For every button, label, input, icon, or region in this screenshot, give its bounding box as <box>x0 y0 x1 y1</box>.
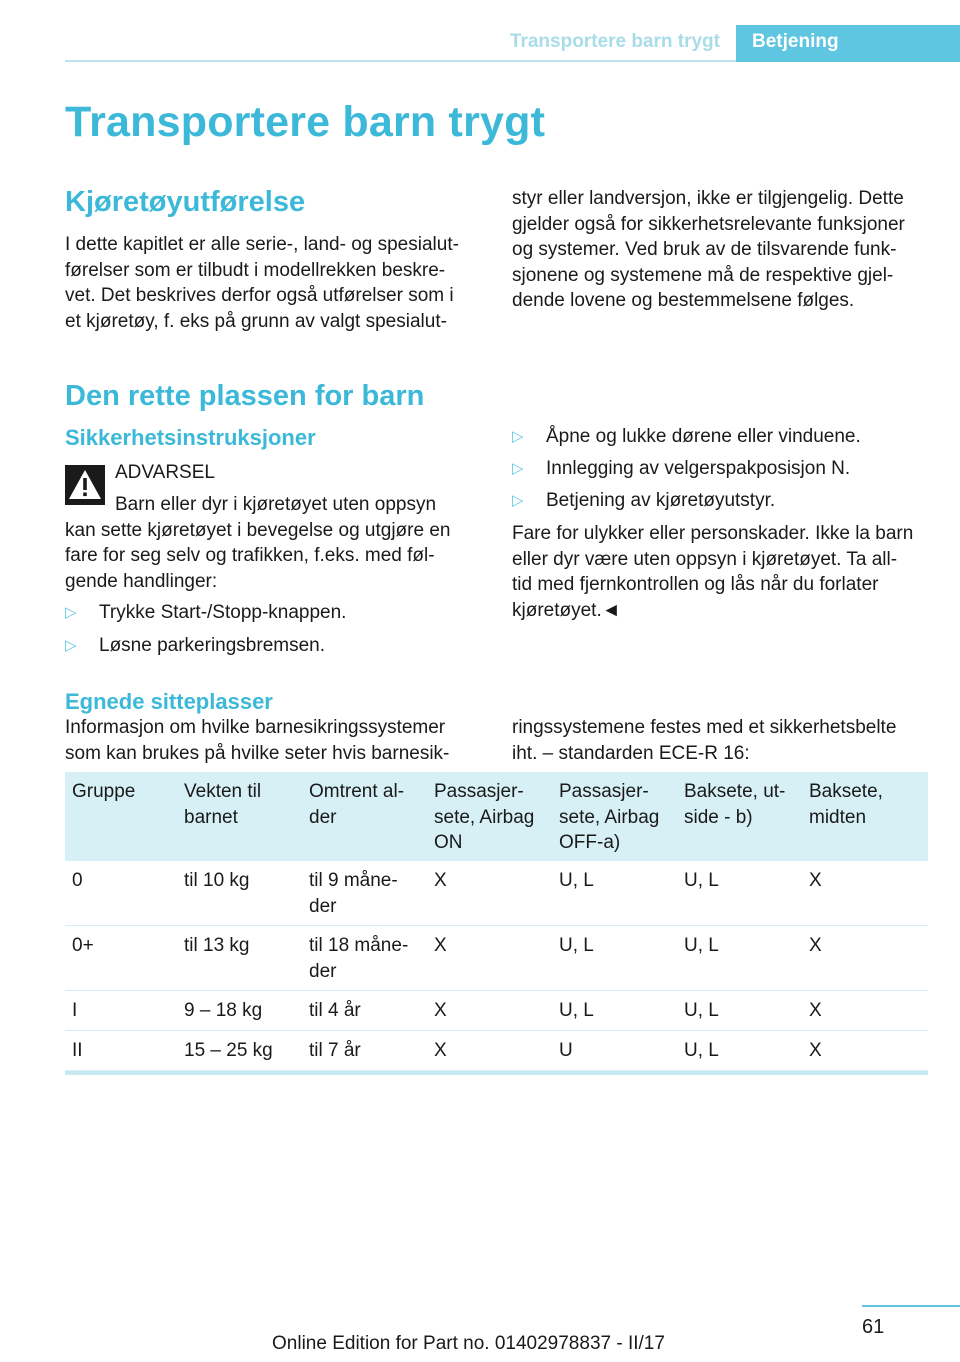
text-line: fare for seg selv og trafikken, f.eks. med føl- <box>65 545 435 566</box>
table-row <box>65 926 928 991</box>
text-line: sjonene og systemene må de respektive gjel- <box>512 264 894 286</box>
list-item-text: Trykke Start-/Stopp-knappen. <box>99 602 347 623</box>
table-cell: X <box>434 1040 447 1061</box>
table-cell: X <box>434 935 447 956</box>
table-cell: U, L <box>684 935 719 956</box>
danger-text <box>512 521 942 623</box>
table-row <box>65 1031 928 1071</box>
table-cell: X <box>809 870 822 891</box>
table-cell: til 10 kg <box>184 870 250 891</box>
intro-text-left <box>65 232 485 334</box>
list-item-text: Betjening av kjøretøyutstyr. <box>546 490 776 511</box>
text-line: vet. Det beskrives derfor også utførelser som i <box>65 285 454 306</box>
table-cell: U, L <box>559 935 594 956</box>
text-line: Fare for ulykker eller personskader. Ikke la barn <box>512 523 914 544</box>
text-line: eller dyr være uten oppsyn i kjøretøyet. Ta all- <box>512 548 898 570</box>
table-header-cell: Baksete, midten <box>809 781 883 828</box>
table-cell: I <box>72 1000 78 1021</box>
seats-text-left <box>65 715 485 766</box>
table-cell: X <box>434 870 447 891</box>
table-header-row <box>65 772 928 861</box>
page-title: Transportere barn trygt <box>65 98 546 146</box>
table-header-cell: Omtrent al- der <box>309 781 405 828</box>
bullet-triangle-icon: ▷ <box>65 637 77 654</box>
table-row <box>65 991 928 1031</box>
header-section-title: Transportere barn trygt <box>509 31 720 52</box>
warning-text <box>65 492 475 594</box>
bullet-triangle-icon: ▷ <box>512 428 524 445</box>
table-cell: U, L <box>684 1040 719 1061</box>
table-cell: X <box>809 1000 822 1021</box>
table-cell: U, L <box>559 1000 594 1021</box>
header-chapter-tab: Betjening <box>736 25 960 62</box>
table-header-cell: Vekten til barnet <box>184 781 262 828</box>
table-cell: II <box>72 1040 83 1061</box>
text-line: iht. – standarden ECE-R 16: <box>512 742 750 764</box>
table-cell: X <box>434 1000 447 1021</box>
text-line: kan sette kjøretøyet i bevegelse og utgjøre en <box>65 519 451 541</box>
text-line: tid med fjernkontrollen og lås når du forlater <box>512 574 879 595</box>
table-row <box>65 861 928 926</box>
heading-vehicle-version: Kjøretøyutførelse <box>65 186 306 218</box>
text-line: gende handlinger: <box>65 570 218 592</box>
heading-suitable-seats: Egnede sitteplasser <box>65 689 273 714</box>
table-cell: til 9 måne- der <box>309 870 398 917</box>
bullet-triangle-icon: ▷ <box>65 604 77 621</box>
table-cell: til 7 år <box>309 1040 361 1061</box>
table-cell: 0+ <box>72 935 94 956</box>
warning-label: ADVARSEL <box>115 462 215 483</box>
list-item-text: Innlegging av velgerspakposisjon N. <box>546 458 851 479</box>
footer-edition-text: Online Edition for Part no. 01402978837 - II/17 <box>272 1333 665 1354</box>
table-end-rule <box>65 1071 928 1075</box>
list-item-text: Åpne og lukke dørene eller vinduene. <box>546 426 861 447</box>
text-line: styr eller landversjon, ikke er tilgjengelig. Dette <box>512 188 904 209</box>
text-line: Barn eller dyr i kjøretøyet uten oppsyn <box>115 494 437 515</box>
table-cell: U, L <box>684 870 719 891</box>
text-line: dende lovene og bestemmelsene følges. <box>512 290 855 311</box>
heading-right-place-for-children: Den rette plassen for barn <box>65 380 425 412</box>
table-cell: til 4 år <box>309 1000 361 1021</box>
text-line: Informasjon om hvilke barnesikringssystemer <box>65 717 446 738</box>
text-line: kjøretøyet.◄ <box>512 599 621 621</box>
text-line: gjelder også for sikkerhetsrelevante funksjoner <box>512 213 905 235</box>
page-header <box>65 25 960 62</box>
table-cell: 9 – 18 kg <box>184 1000 263 1021</box>
bullet-triangle-icon: ▷ <box>512 492 524 509</box>
table-cell: 0 <box>72 870 83 891</box>
table-header-cell: Passasjer- sete, Airbag ON <box>434 781 535 853</box>
table-header-cell: Passasjer- sete, Airbag OFF-a) <box>559 781 660 853</box>
table-cell: til 13 kg <box>184 935 250 956</box>
text-line: et kjøretøy, f. eks på grunn av valgt spesialut- <box>65 310 447 332</box>
text-line: ringssystemene festes med et sikkerhetsbelte <box>512 717 897 738</box>
seats-text-right <box>512 715 942 766</box>
table-cell: til 18 måne- der <box>309 935 409 982</box>
page-number-rule <box>862 1305 960 1307</box>
table-header-cell: Gruppe <box>72 781 136 802</box>
table-cell: X <box>809 1040 822 1061</box>
table-header-cell: Baksete, ut- side - b) <box>684 781 786 828</box>
text-line: og systemer. Ved bruk av de tilsvarende funk- <box>512 239 897 260</box>
text-line: som kan brukes på hvilke seter hvis barnesik- <box>65 742 450 764</box>
table-cell: 15 – 25 kg <box>184 1040 273 1061</box>
list-item-text: Løsne parkeringsbremsen. <box>99 635 325 656</box>
table-cell: U <box>559 1040 573 1061</box>
child-seat-table <box>65 772 928 1075</box>
text-line: I dette kapitlet er alle serie-, land- og spesialut- <box>65 234 459 255</box>
heading-safety-instructions: Sikkerhetsinstruksjoner <box>65 425 316 450</box>
table-cell: X <box>809 935 822 956</box>
table-cell: U, L <box>684 1000 719 1021</box>
page-number: 61 <box>862 1316 885 1338</box>
intro-text-right <box>512 186 942 314</box>
table-cell: U, L <box>559 870 594 891</box>
bullet-triangle-icon: ▷ <box>512 460 524 477</box>
text-line: førelser som er tilbudt i modellrekken beskre- <box>65 259 446 281</box>
